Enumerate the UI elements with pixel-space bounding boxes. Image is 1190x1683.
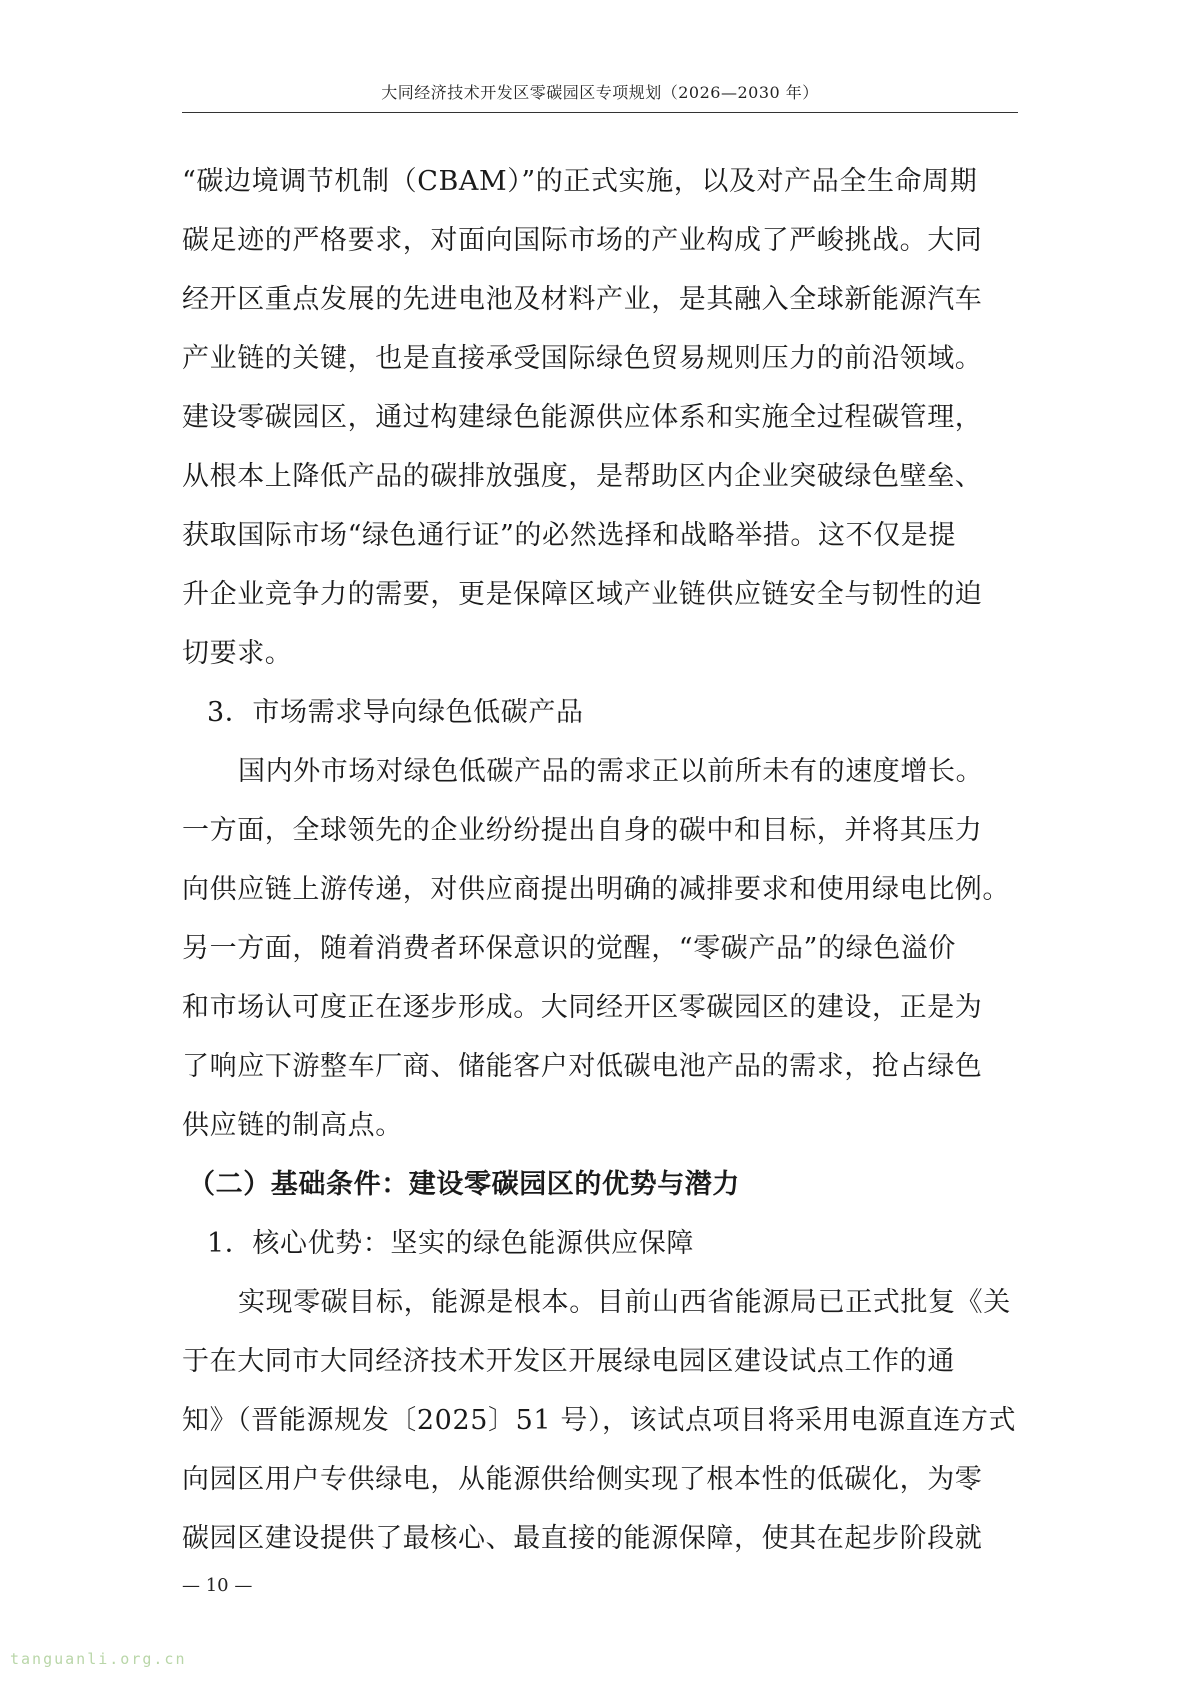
body-line: 向供应链上游传递，对供应商提出明确的减排要求和使用绿电比例。 [182, 874, 1010, 905]
body-line: 向园区用户专供绿电，从能源供给侧实现了根本性的低碳化，为零 [182, 1464, 983, 1495]
body-line: 了响应下游整车厂商、储能客户对低碳电池产品的需求，抢占绿色 [182, 1051, 983, 1082]
body-line: 和市场认可度正在逐步形成。大同经开区零碳园区的建设，正是为 [182, 992, 983, 1023]
header-divider [182, 112, 1018, 113]
page-number: — 10 — [182, 1575, 253, 1596]
body-line: 于在大同市大同经济技术开发区开展绿电园区建设试点工作的通 [182, 1346, 955, 1377]
subsection-heading: 3．市场需求导向绿色低碳产品 [207, 697, 584, 728]
body-line: “碳边境调节机制（CBAM）”的正式实施，以及对产品全生命周期 [182, 166, 978, 197]
body-line: 建设零碳园区，通过构建绿色能源供应体系和实施全过程碳管理， [182, 402, 983, 433]
body-line: 实现零碳目标，能源是根本。目前山西省能源局已正式批复《关 [238, 1287, 1011, 1318]
running-header: 大同经济技术开发区零碳园区专项规划（2026—2030 年） [381, 83, 819, 102]
body-line: 另一方面，随着消费者环保意识的觉醒，“零碳产品”的绿色溢价 [182, 933, 957, 964]
body-line: 国内外市场对绿色低碳产品的需求正以前所未有的速度增长。 [238, 756, 984, 787]
body-line: 升企业竞争力的需要，更是保障区域产业链供应链安全与韧性的迫 [182, 579, 983, 610]
body-line: 经开区重点发展的先进电池及材料产业，是其融入全球新能源汽车 [182, 284, 983, 315]
body-line: 知》（晋能源规发〔2025〕51 号），该试点项目将采用电源直连方式 [182, 1405, 1017, 1436]
body-line: 碳园区建设提供了最核心、最直接的能源保障，使其在起步阶段就 [182, 1523, 983, 1554]
body-line: 获取国际市场“绿色通行证”的必然选择和战略举措。这不仅是提 [182, 520, 957, 551]
section-heading: （二）基础条件：建设零碳园区的优势与潜力 [188, 1169, 740, 1200]
body-line: 从根本上降低产品的碳排放强度，是帮助区内企业突破绿色壁垒、 [182, 461, 983, 492]
site-watermark: tanguanli.org.cn [10, 1650, 187, 1668]
document-body [182, 152, 1018, 1568]
body-line: 碳足迹的严格要求，对面向国际市场的产业构成了严峻挑战。大同 [182, 225, 983, 256]
subsection-heading: 1．核心优势：坚实的绿色能源供应保障 [207, 1228, 694, 1259]
body-line: 一方面，全球领先的企业纷纷提出自身的碳中和目标，并将其压力 [182, 815, 983, 846]
body-line: 产业链的关键，也是直接承受国际绿色贸易规则压力的前沿领域。 [182, 343, 983, 374]
body-line: 切要求。 [182, 638, 293, 669]
body-line: 供应链的制高点。 [182, 1110, 403, 1141]
